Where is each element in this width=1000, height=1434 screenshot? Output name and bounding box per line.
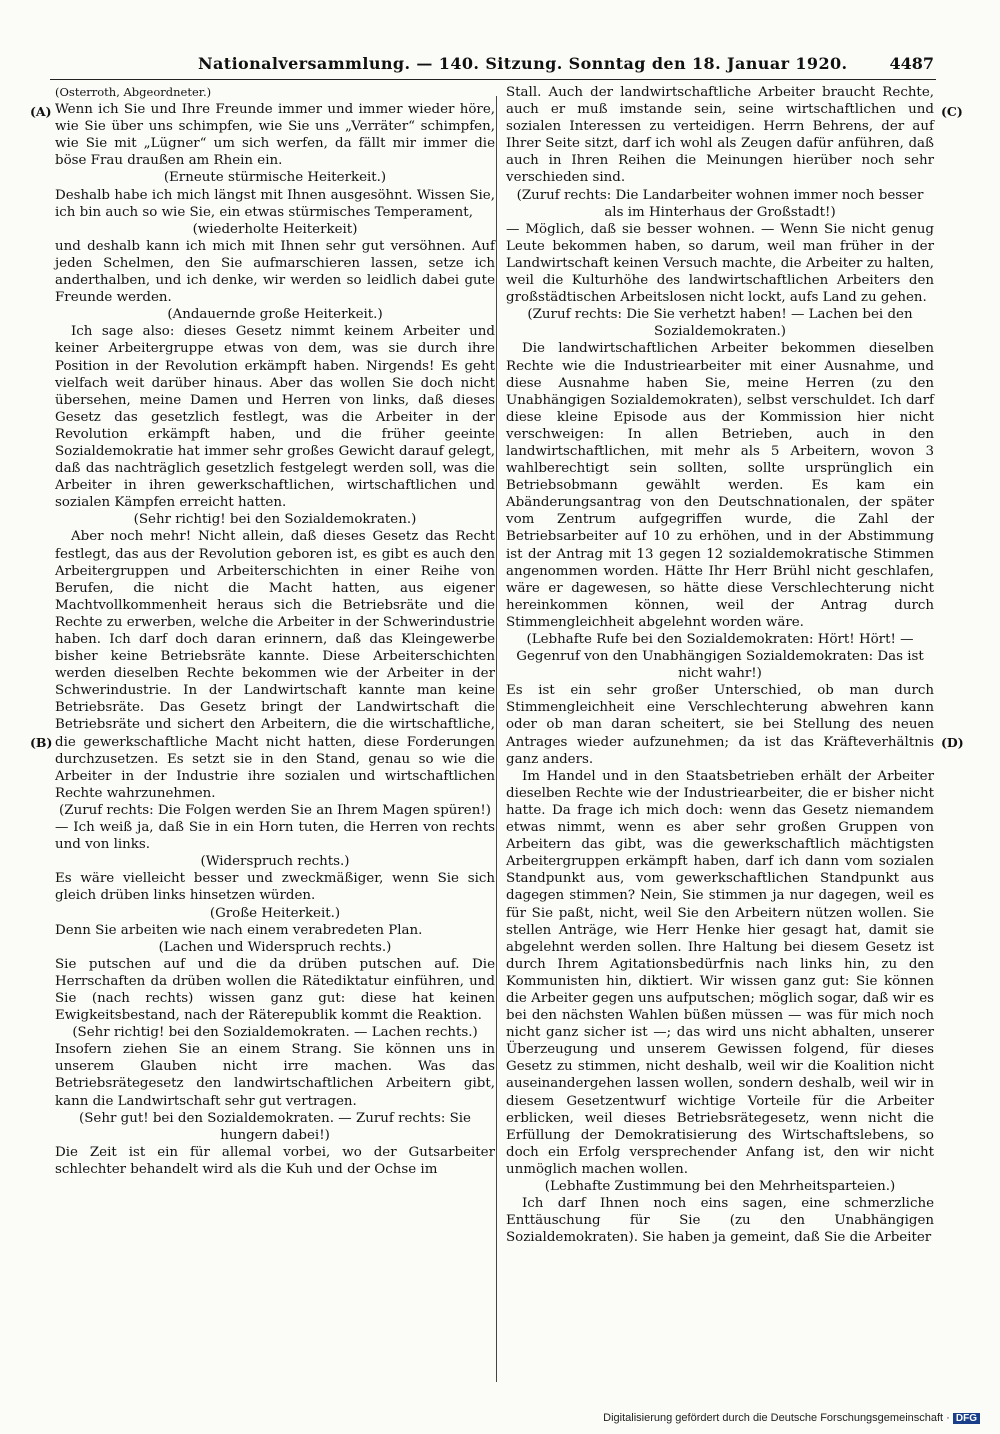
margin-mark-d: (D) bbox=[941, 735, 964, 750]
column-divider bbox=[496, 96, 497, 1382]
right-column bbox=[506, 84, 934, 1246]
margin-mark-a: (A) bbox=[30, 104, 52, 119]
paragraph: — Möglich, daß sie besser wohnen. — Wenn Sie nicht genug Leute bekommen haben, so darum, weil man früher in der Landwirtschaft keinen Versuch machte, die Arbeiter zu halten, weil die Kulturhöhe des landwirtschaftlichen Arbeiters den großstädtischen Arbeitslosen nicht lockt, aufs Land zu gehen. bbox=[506, 221, 934, 306]
interjection: (Andauernde große Heiterkeit.) bbox=[167, 307, 383, 323]
interjection: (Zuruf rechts: Die Landarbeiter wohnen immer noch besser als im Hinterhaus der Großstadt!) bbox=[516, 187, 924, 220]
page-title: Nationalversammlung. — 140. Sitzung. Sonntag den 18. Januar 1920. bbox=[198, 54, 848, 73]
paragraph: Deshalb habe ich mich längst mit Ihnen ausgesöhnt. Wissen Sie, ich bin auch so wie Sie, ein etwas stürmisches Temperament, bbox=[55, 187, 495, 220]
paragraph: Ich darf Ihnen noch eins sagen, eine schmerzliche Enttäuschung für Sie (zu den Unabhängigen Sozialdemokraten). Sie haben ja gemeint, daß Sie die Arbeiter bbox=[506, 1196, 934, 1246]
paragraph: Wenn ich Sie und Ihre Freunde immer und immer wieder höre, wie Sie über uns schimpfen, wie Sie uns „Verräter“ schimpfen, wie Sie mit „Lügner“ um sich werfen, da fällt mir immer die böse Frau draußen am Rhein ein. bbox=[55, 102, 495, 169]
header-rule bbox=[50, 79, 936, 80]
page-number: 4487 bbox=[889, 54, 934, 73]
paragraph: Im Handel und in den Staatsbetrieben erhält der Arbeiter dieselben Rechte wie der Industriearbeiter, die er bisher nicht hatte. Da frage ich mich doch: wenn das Gesetz niemandem etwas nimmt, wenn es aber sehr großen Gruppen von Arbeitern das gibt, was die gewerkschaftlich mächtigsten Arbeitergruppen erkämpft haben, darf ich dann vom sozialen Standpunkt aus, vom gewerkschaftlichen Standpunkt aus dagegen stimmen? Nein, Sie stimmen ja nur dagegen, weil es für Sie paßt, nicht, weil Sie den Arbeitern nützen wollen. Sie stellen Anträge, wie Herr Henke hier gesagt hat, damit sie abgelehnt werden sollen. Ihre Haltung bei diesem Gesetz ist durch Ihrem Agitationsbedürfnis nach links hin, zu den Kommunisten hin, diktiert. Wir wissen ganz gut: Sie können die Arbeiter gegen uns aufputschen; möglich sogar, daß wir es bei den nächsten Wahlen büßen müssen — was für mich noch nicht ganz sicher ist —; das wird uns nicht abhalten, unserer Überzeugung und unserem Gewissen folgend, für dieses Gesetz zu stimmen, nicht deshalb, weil wir die Koalition nicht auseinandergehen lassen wollen, sondern deshalb, weil wir in diesem Gesetzentwurf wichtige Vorteile für die Arbeiter erblicken, weil dieses Betriebsrätegesetz, wenn nicht die Erfüllung der Demokratisierung des Wirtschaftslebens, so doch ein Erfolg versprechender Anfang ist, den wir nicht unmöglich machen wollen. bbox=[506, 768, 934, 1177]
paragraph: Stall. Auch der landwirtschaftliche Arbeiter braucht Rechte, auch er muß imstande sein, seine wirtschaftlichen und sozialen Interessen zu verteidigen. Herrn Behrens, der auf Ihrer Seite sitzt, darf ich wohl als Zeugen dafür anführen, daß auch in Ihren Reihen die Meinungen hierüber noch sehr verschieden sind. bbox=[506, 85, 934, 186]
paragraph: Ich sage also: dieses Gesetz nimmt keinem Arbeiter und keiner Arbeitergruppe etwas von dem, was sie durch ihre Position in der Revolution erkämpft haben. Nirgends! Es geht vielfach weit darüber hinaus. Aber das wollen Sie doch nicht übersehen, meine Damen und Herren von links, daß dieses Gesetz das gesetzlich festlegt, was die Arbeiter in der Revolution erkämpft haben, und die früher geeinte Sozialdemokratie hat immer sehr großes Gewicht darauf gelegt, daß das nachträglich gesetzlich festgelegt werden soll, was die Arbeiter in ihren gewerkschaftlichen, wirtschaftlichen und sozialen Kämpfen erreicht hatten. bbox=[55, 324, 495, 511]
interjection: (Erneute stürmische Heiterkeit.) bbox=[163, 170, 387, 186]
paragraph: Es ist ein sehr großer Unterschied, ob man durch Stimmengleichheit eine Verschlechterung abwehren kann oder ob man daran scheitert, sie bei Stellung des neuen Antrages wieder aufzunehmen; da ist das Kräfteverhältnis ganz anders. bbox=[506, 683, 934, 767]
interjection: (Lebhafte Rufe bei den Sozialdemokraten: Hört! Hört! — Gegenruf von den Unabhängigen Sozialdemokraten: Das ist nicht wahr!) bbox=[516, 632, 924, 682]
paragraph: Die Zeit ist ein für allemal vorbei, wo der Gutsarbeiter schlechter behandelt wird als die Kuh und der Ochse im bbox=[55, 1144, 495, 1177]
margin-mark-b: (B) bbox=[30, 735, 53, 750]
interjection: (Sehr richtig! bei den Sozialdemokraten.) bbox=[133, 512, 417, 528]
digitization-credit bbox=[603, 1412, 980, 1424]
left-column bbox=[55, 84, 495, 1178]
paragraph: Es wäre vielleicht besser und zweckmäßiger, wenn Sie sich gleich drüben links hinsetzen würden. bbox=[55, 871, 495, 904]
interjection: (Sehr richtig! bei den Sozialdemokraten. — Lachen rechts.) bbox=[72, 1025, 478, 1041]
paragraph: Aber noch mehr! Nicht allein, daß dieses Gesetz das Recht festlegt, das aus der Revolution geboren ist, es gibt es auch den Arbeitergruppen und Arbeiterschichten in einer Reihe von Berufen, die nicht die Macht hatten, aus eigener Machtvollkommenheit heraus sich die Betriebsräte und die Rechte zu erwerben, welche die Arbeiter in der Schwerindustrie haben. Ich darf doch daran erinnern, daß das Kleingewerbe bisher keine Betriebsräte kannte. Diese Arbeiterschichten werden dieselben Rechte bekommen wie der Arbeiter in der Schwerindustrie. In der Landwirtschaft kannte man keine Betriebsräte. Das Gesetz bringt der Landwirtschaft die Betriebsräte und sichert den Arbeitern, die die wirtschaftliche, die gewerkschaftliche Macht nicht hatten, diese Forderungen durchzusetzen. Es setzt sie in den Stand, genau so wie die Arbeiter in der Industrie ihre sozialen und wirtschaftlichen Rechte wahrzunehmen. bbox=[55, 529, 495, 801]
interjection: (Zuruf rechts: Die Sie verhetzt haben! — Lachen bei den Sozialdemokraten.) bbox=[527, 307, 913, 340]
speaker-label: (Osterroth, Abgeordneter.) bbox=[55, 85, 212, 99]
paragraph: Insofern ziehen Sie an einem Strang. Sie können uns in unserem Glauben nicht irre machen. Was das Betriebsrätegesetz den landwirtschaftlichen Arbeitern gibt, kann die Landwirtschaft sehr gut vertragen. bbox=[55, 1042, 495, 1109]
interjection: (Lachen und Widerspruch rechts.) bbox=[158, 939, 392, 955]
paragraph: Sie putschen auf und die da drüben putschen auf. Die Herrschaften da drüben wollen die Rätediktatur einführen, und Sie (nach rechts) wissen ganz gut: diese hat keinen Ewigkeitsbestand, nach der Räterepublik kommt die Reaktion. bbox=[55, 956, 495, 1024]
interjection: (wiederholte Heiterkeit) bbox=[192, 221, 358, 237]
paragraph: — Ich weiß ja, daß Sie in ein Horn tuten, die Herren von rechts und von links. bbox=[55, 820, 495, 853]
credit-text: Digitalisierung gefördert durch die Deutsche Forschungsgemeinschaft · bbox=[603, 1412, 950, 1424]
interjection: (Widerspruch rechts.) bbox=[200, 854, 350, 870]
margin-mark-c: (C) bbox=[941, 104, 963, 119]
paragraph: Denn Sie arbeiten wie nach einem verabredeten Plan. bbox=[55, 922, 423, 938]
paragraph: Die landwirtschaftlichen Arbeiter bekommen dieselben Rechte wie die Industriearbeiter mit einer Ausnahme, und diese Ausnahme haben Sie, meine Herren (zu den Unabhängigen Sozialdemokraten), selbst verschuldet. Ich darf diese kleine Episode aus der Kommission hier nicht verschweigen: In allen Betrieben, auch in den landwirtschaftlichen, mit mehr als 5 Arbeitern, wovon 3 wahlberechtigt sein sollten, sollte ursprünglich ein Betriebsobmann gewählt werden. Es kam ein Abänderungsantrag von den Deutschnationalen, der später vom Zentrum aufgegriffen wurde, die Zahl der Betriebsarbeiter auf 10 zu erhöhen, und in der Abstimmung ist der Antrag mit 13 gegen 12 sozialdemokratische Stimmen angenommen worden. Hätte Ihr Herr Brühl nicht geschlafen, wäre er dagewesen, so hätte diese Verschlechterung nicht hereinkommen können, weil der Antrag durch Stimmengleichheit abgelehnt worden wäre. bbox=[506, 341, 934, 630]
interjection: (Zuruf rechts: Die Folgen werden Sie an Ihrem Magen spüren!) bbox=[59, 802, 491, 818]
dfg-logo: DFG bbox=[953, 1413, 980, 1424]
interjection: (Sehr gut! bei den Sozialdemokraten. — Zuruf rechts: Sie hungern dabei!) bbox=[79, 1110, 471, 1143]
interjection: (Große Heiterkeit.) bbox=[209, 905, 341, 921]
interjection: (Lebhafte Zustimmung bei den Mehrheitsparteien.) bbox=[544, 1179, 896, 1194]
paragraph: und deshalb kann ich mich mit Ihnen sehr gut versöhnen. Auf jeden Schelmen, den Sie aufmarschieren lassen, setze ich anderthalben, und ich denke, wir werden so leidlich dabei gute Freunde werden. bbox=[55, 238, 495, 306]
page-header bbox=[0, 52, 1000, 78]
